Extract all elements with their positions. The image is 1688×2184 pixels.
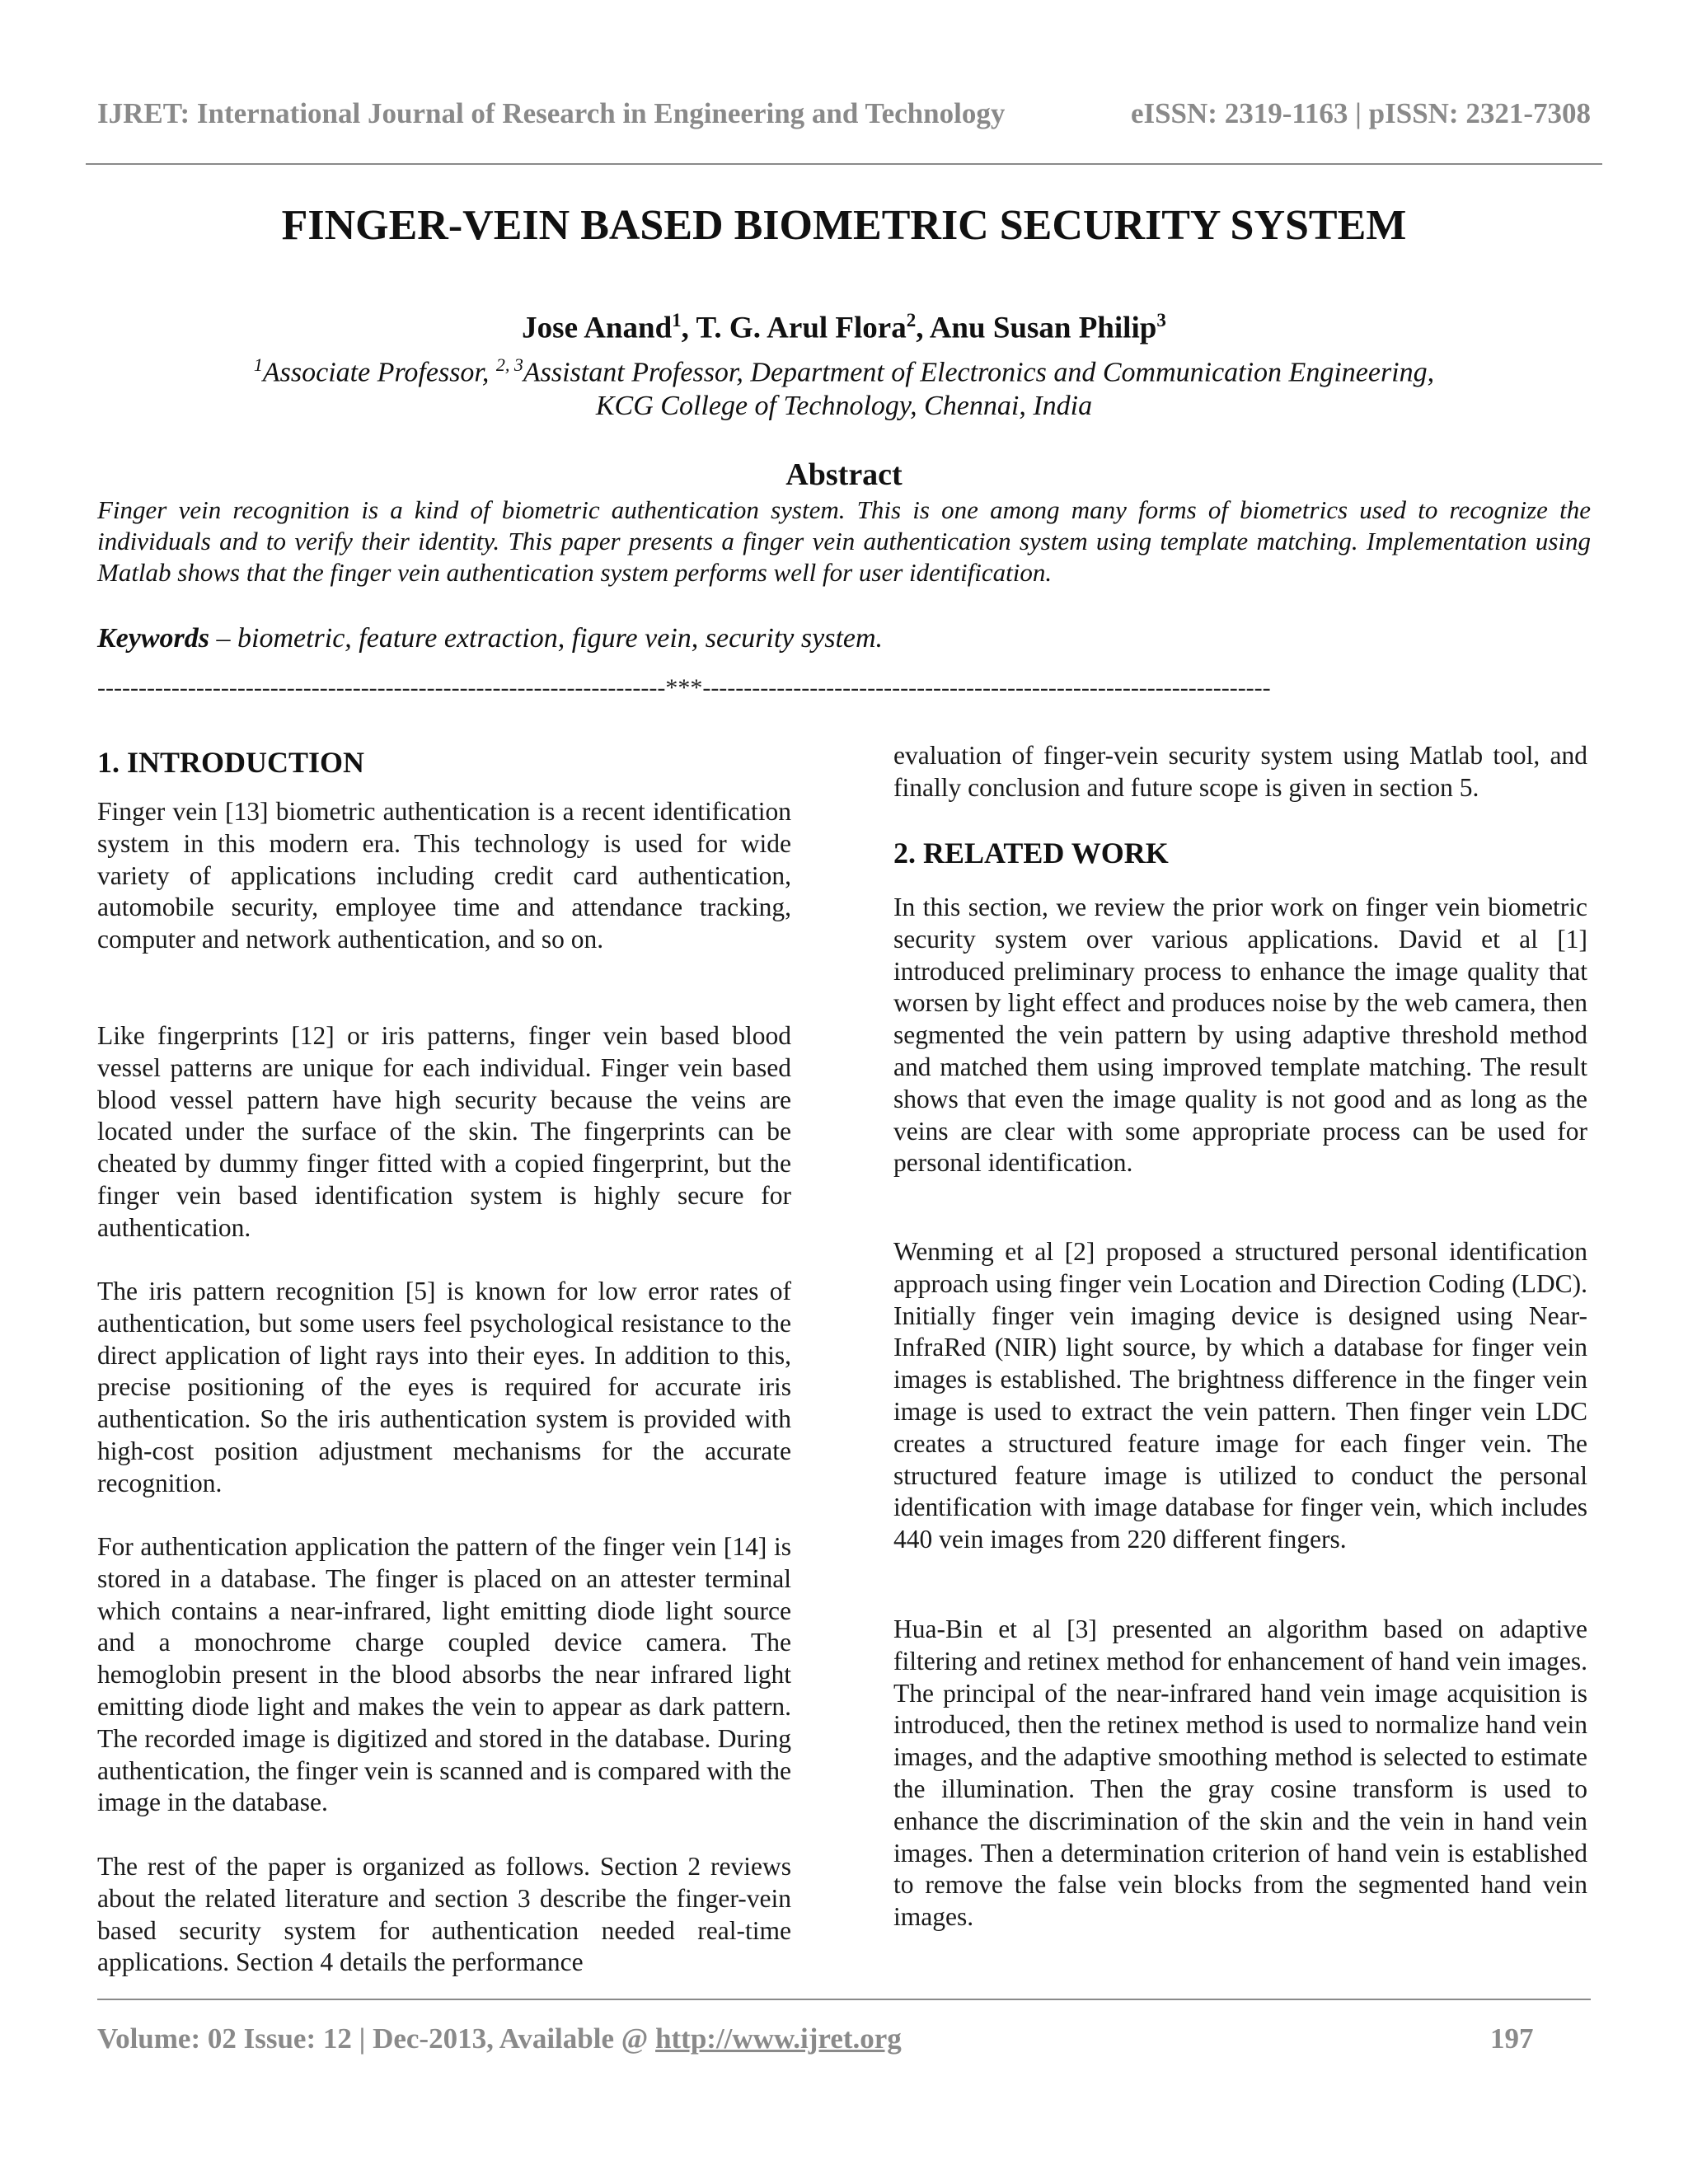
footer-rule	[97, 1999, 1591, 2000]
author-sup: 1	[672, 310, 682, 330]
journal-link[interactable]: http://www.ijret.org	[655, 2022, 902, 2055]
footer-volume: Volume: 02 Issue: 12 | Dec-2013, Available @	[97, 2022, 656, 2055]
paragraph: For authentication application the pattern of the finger vein [14] is stored in a database. The finger is placed on an attester terminal which contains a near-infrared, light emitting diode light source and a monochrome charge coupled device camera. The hemoglobin present in the blood absorbs the near infrared light emitting diode light and makes the vein to appear as dark pattern. The recorded image is digitized and stored in the database. During authentication, the finger vein is scanned and is compared with the image in the database.	[97, 1532, 791, 1817]
keywords-label: Keywords	[97, 623, 209, 654]
abstract-text: Finger vein recognition is a kind of biometric authentication system. This is one among many forms of biometrics used to recognize the individuals and to verify their identity. This paper presents a finger vein authentication system using template matching. Implementation using Matlab shows that the finger vein authentication system performs well for user identification.	[97, 495, 1591, 587]
section-heading-introduction: 1. INTRODUCTION	[97, 746, 365, 779]
affiliation-line-2: KCG College of Technology, Chennai, India	[595, 391, 1093, 421]
author-sup: 2	[906, 310, 917, 330]
issn-info: eISSN: 2319-1163 | pISSN: 2321-7308	[1130, 97, 1591, 129]
paragraph: The iris pattern recognition [5] is known for low error rates of authentication, but some users feel psychological resistance to the direct application of light rays into their eyes. In addition to this, precise positioning of the eyes is required for accurate iris authentication. So the iris authentication system is provided with high-cost position adjustment mechanisms for the accurate recognition.	[97, 1277, 791, 1497]
abstract-heading: Abstract	[785, 457, 903, 492]
author-name: Anu Susan Philip	[929, 311, 1157, 345]
section-separator: ---------------------------------------------------------------------***---------------------------------------------------------------------	[97, 674, 1271, 701]
running-header	[97, 97, 1591, 130]
section-heading-related-work: 2. RELATED WORK	[893, 837, 1169, 869]
affil-sup: 2, 3	[495, 354, 523, 375]
affil-role-1: Associate Professor,	[262, 357, 496, 388]
paragraph: Hua-Bin et al [3] presented an algorithm based on adaptive filtering and retinex method for enhancement of hand vein images. The principal of the near-infrared hand vein image acquisition is introduced, then the retinex method is used to normalize hand vein images, and the adaptive smoothing method is selected to estimate the illumination. Then the gray cosine transform is used to enhance the discrimination of the skin and the vein in hand vein images. Then a determination criterion of hand vein is established to remove the false vein blocks from the segmented hand vein images.	[893, 1615, 1587, 1932]
paragraph: Finger vein [13] biometric authentication is a recent identification system in this modern era. This technology is used for wide variety of applications including credit card authentication, automobile security, employee time and attendance tracking, computer and network authentication, and so on.	[97, 797, 791, 954]
paragraph: In this section, we review the prior work on finger vein biometric security system over various applications. David et al [1] introduced preliminary process to enhance the image quality that worsen by light effect and produces noise by the web camera, then segmented the vein pattern by using adaptive threshold method and matched them using improved template matching. The result shows that even the image quality is not good and as long as the veins are clear with some appropriate process can be used for personal identification.	[893, 893, 1587, 1178]
affil-role-2: Assistant Professor, Department of Electronics and Communication Engineering,	[523, 357, 1435, 388]
journal-name: IJRET: International Journal of Research in Engineering and Technology	[97, 97, 1006, 129]
author-name: Jose Anand	[522, 311, 673, 345]
page-number: 197	[1490, 2022, 1534, 2055]
paragraph: Wenming et al [2] proposed a structured personal identification approach using finger vein Location and Direction Coding (LDC). Initially finger vein imaging device is designed using Near-InfraRed (NIR) light source, by which a database for finger vein images is established. The brightness difference in the finger vein image is used to extract the vein pattern. Then finger vein LDC creates a structured feature image for each finger vein. The structured feature image is utilized to conduct the personal identification with image database for finger vein, which includes 440 vein images from 220 different fingers.	[893, 1237, 1587, 1554]
affil-sup: 1	[253, 354, 263, 375]
author-sup: 3	[1156, 310, 1166, 330]
author-list: Jose Anand$^1$, T. G. Arul Flora$^2$, Anu Susan Philip$^3$	[522, 310, 1166, 345]
header-rule	[86, 163, 1602, 165]
paragraph: Like fingerprints [12] or iris patterns, finger vein based blood vessel patterns are unique for each individual. Finger vein based blood vessel pattern have high security because the veins are located under the surface of the skin. The fingerprints can be cheated by dummy finger fitted with a copied fingerprint, but the finger vein based identification system is highly secure for authentication.	[97, 1021, 791, 1242]
paragraph: The rest of the paper is organized as follows. Section 2 reviews about the related literature and section 3 describe the finger-vein based security system for authentication needed real-time applications. Section 4 details the performance	[97, 1852, 791, 1977]
affiliation-line-1	[0, 354, 1688, 388]
author-name: T. G. Arul Flora	[696, 311, 907, 345]
paper-title: FINGER-VEIN BASED BIOMETRIC SECURITY SYSTEM	[281, 202, 1407, 249]
paragraph-continuation: evaluation of finger-vein security system using Matlab tool, and finally conclusion and future scope is given in section 5.	[893, 741, 1587, 802]
footer	[97, 2022, 902, 2055]
keywords-text: – biometric, feature extraction, figure vein, security system.	[209, 623, 884, 654]
keywords	[97, 623, 1591, 654]
